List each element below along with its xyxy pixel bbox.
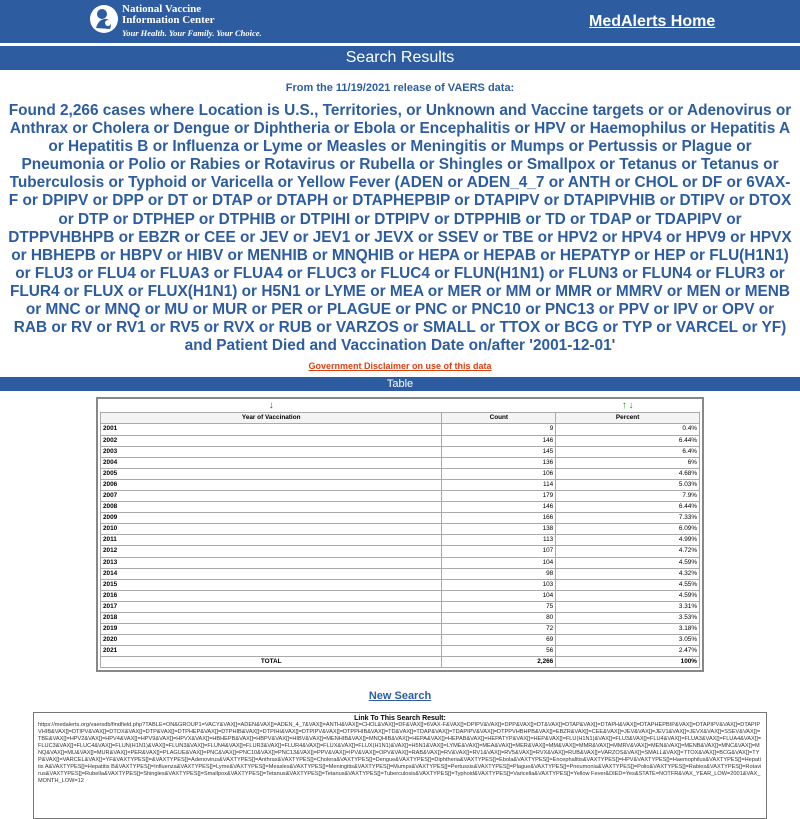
- row-year: 2004: [101, 457, 442, 468]
- row-count: 146: [442, 435, 556, 446]
- release-text: From the 11/19/2021 release of VAERS data:: [285, 82, 515, 94]
- row-year: 2018: [101, 613, 442, 624]
- row-percent: 4.99%: [556, 535, 700, 546]
- row-year: 2017: [101, 601, 442, 612]
- col-header-percent: Percent: [556, 413, 700, 424]
- row-percent: 6%: [556, 457, 700, 468]
- row-year: 2011: [101, 535, 442, 546]
- nvic-logo-icon[interactable]: [89, 2, 119, 40]
- row-count: 72: [442, 624, 556, 635]
- row-percent: 6.09%: [556, 524, 700, 535]
- row-count: 166: [442, 513, 556, 524]
- row-year: 2013: [101, 557, 442, 568]
- arrow-down-icon[interactable]: ↓: [268, 400, 274, 412]
- row-percent: 6.44%: [556, 502, 700, 513]
- row-percent: 4.55%: [556, 579, 700, 590]
- row-count: 114: [442, 479, 556, 490]
- row-year: 2008: [101, 502, 442, 513]
- table-row: [101, 601, 700, 612]
- table-row: [101, 646, 700, 657]
- row-percent: 4.72%: [556, 546, 700, 557]
- total-count: 2,266: [442, 657, 556, 668]
- row-count: 69: [442, 635, 556, 646]
- row-count: 107: [442, 546, 556, 557]
- search-result-url[interactable]: https://medalerts.org/vaersdb/findfield.php?TABLE=ON&GROUP1=VACY&VAX[]=ADEN&VAX[]=ADEN_4_7&VAX[]=ANTH&VAX[]=CHOL&VAX[]=DF&VAX[]=6VAX-F&VAX[]=DPIPV&VAX[]=DPP&VAX[]=DT&VAX[]=DTAP&VAX[]=DTAPH&VAX[]=DTAPHEPBIP&VAX[]=DTAPIPV&VAX[]=DTAPIPVHIB&VAX[]=DTIPV&VAX[]=DTOX&VAX[]=DTP&VAX[]=DTPHEP&VAX[]=DTPHIB&VAX[]=DTPIHI&VAX[]=DTPIPV&VAX[]=DTPPHIB&VAX[]=TD&VAX[]=TDAP&VAX[]=TDAPIPV&VAX[]=DTPPVHBHPB&VAX[]=EBZR&VAX[]=CEE&VAX[]=JEV&VAX[]=JEV1&VAX[]=JEVX&VAX[]=SSEV&VAX[]=TBE&VAX[]=HPV2&VAX[]=HPV4&VAX[]=HPV9&VAX[]=HPVX&VAX[]=HBHEPB&VAX[]=HBPV&VAX[]=HIBV&VAX[]=MENHIB&VAX[]=MNQHIB&VAX[]=HEPA&VAX[]=HEPAB&VAX[]=HEPATYP&VAX[]=HEP&VAX[]=FLU(H1N1)&VAX[]=FLU3&VAX[]=FLU4&VAX[]=FLUA3&VAX[]=FLUA4&VAX[]=FLUC3&VAX[]=FLUC4&VAX[]=FLUN(H1N1)&VAX[]=FLUN3&VAX[]=FLUN4&VAX[]=FLUR3&VAX[]=FLUR4&VAX[]=FLUX&VAX[]=FLUX(H1N1)&VAX[]=H5N1&VAX[]=LYME&VAX[]=MEA&VAX[]=MER&VAX[]=MM&VAX[]=MMR&VAX[]=MMRV&VAX[]=MEN&VAX[]=MENB&VAX[]=MNC&VAX[]=MNQ&VAX[]=MU&VAX[]=MUR&VAX[]=PER&VAX[]=PLAGUE&VAX[]=PNC&VAX[]=PNC10&VAX[]=PNC13&VAX[]=PPV&VAX[]=IPV&VAX[]=OPV&VAX[]=RAB&VAX[]=RV&VAX[]=RV1&VAX[]=RV5&VAX[]=RVX&VAX[]=RUB&VAX[]=VARZOS&VAX[]=SMALL&VAX[]=TTOX&VAX[]=BCG&VAX[]=TYP&VAX[]=VARCEL&VAX[]=YF&VAXTYPES[]=&VAXTYPES[]=Adenovirus&VAXTYPES[]=Anthrax&VAXTYPES[]=Cholera&VAXTYPES[]=Dengue&VAXTYPES[]=Diphtheria&VAXTYPES[]=Ebola&VAXTYPES[]=Encephalitis&VAXTYPES[]=HPV&VAXTYPES[]=Haemophilus&VAXTYPES[]=Hepatitis A&VAXTYPES[]=Hepatitis B&VAXTYPES[]=Influenza&VAXTYPES[]=Lyme&VAXTYPES[]=Measles&VAXTYPES[]=Meningitis&VAXTYPES[]=Mumps&VAXTYPES[]=Pertussis&VAXTYPES[]=Plague&VAXTYPES[]=Pneumonia&VAXTYPES[]=Polio&VAXTYPES[]=Rabies&VAXTYPES[]=Rotavirus&VAXTYPES[]=Rubella&VAXTYPES[]=Shingles&VAXTYPES[]=Smallpox&VAXTYPES[]=Tetanus&VAXTYPES[]=Tetanus&VAXTYPES[]=Tuberculosis&VAXTYPES[]=Typhoid&VAXTYPES[]=Varicella&VAXTYPES[]=Yellow Fever&DIED=Yes&STATE=NOTFR&VAX_YEAR_LOW=2001&VAX_MONTH_LOW=12: [38, 722, 762, 784]
- sort-percent-cell: [556, 401, 700, 413]
- row-percent: 7.9%: [556, 490, 700, 501]
- site-header: [0, 0, 800, 43]
- row-count: 75: [442, 601, 556, 612]
- table-row: [101, 590, 700, 601]
- row-year: 2021: [101, 646, 442, 657]
- table-row: [101, 546, 700, 557]
- row-year: 2010: [101, 524, 442, 535]
- table-row: [101, 535, 700, 546]
- table-total-row: [101, 657, 700, 668]
- row-year: 2007: [101, 490, 442, 501]
- row-percent: 6.4%: [556, 446, 700, 457]
- table-row: [101, 457, 700, 468]
- row-percent: 3.31%: [556, 601, 700, 612]
- table-row: [101, 513, 700, 524]
- row-percent: 0.4%: [556, 424, 700, 435]
- table-row: [101, 524, 700, 535]
- row-count: 145: [442, 446, 556, 457]
- row-percent: 7.33%: [556, 513, 700, 524]
- row-percent: 5.03%: [556, 479, 700, 490]
- row-count: 138: [442, 524, 556, 535]
- row-year: 2015: [101, 579, 442, 590]
- new-search-link[interactable]: New Search: [368, 690, 432, 703]
- site-logo-text[interactable]: [122, 4, 262, 39]
- new-search-container: [0, 686, 800, 704]
- arrow-down-icon[interactable]: ↓: [628, 400, 634, 412]
- total-label: TOTAL: [101, 657, 442, 668]
- row-count: 136: [442, 457, 556, 468]
- row-count: 113: [442, 535, 556, 546]
- row-year: 2012: [101, 546, 442, 557]
- sort-count-cell: [442, 401, 556, 413]
- government-disclaimer-link[interactable]: Government Disclaimer on use of this data: [308, 361, 492, 372]
- row-percent: 4.59%: [556, 557, 700, 568]
- table-row: [101, 490, 700, 501]
- table-row: [101, 468, 700, 479]
- row-percent: 4.32%: [556, 568, 700, 579]
- row-year: 2009: [101, 513, 442, 524]
- table-row: [101, 568, 700, 579]
- table-row: [101, 479, 700, 490]
- row-count: 104: [442, 557, 556, 568]
- row-percent: 3.05%: [556, 635, 700, 646]
- total-percent: 100%: [556, 657, 700, 668]
- logo-line2: Information Center: [122, 14, 215, 26]
- row-year: 2001: [101, 424, 442, 435]
- row-year: 2006: [101, 479, 442, 490]
- row-count: 103: [442, 579, 556, 590]
- logo-line1: National Vaccine: [122, 3, 202, 15]
- table-row: [101, 424, 700, 435]
- table-header-row: [101, 413, 700, 424]
- disclaimer-container: [0, 361, 800, 371]
- table-row: [101, 635, 700, 646]
- row-count: 179: [442, 490, 556, 501]
- arrow-up-icon[interactable]: ↑: [621, 400, 627, 412]
- table-row: [101, 446, 700, 457]
- results-table-container: [96, 397, 704, 672]
- row-count: 106: [442, 468, 556, 479]
- col-header-year: Year of Vaccination: [101, 413, 442, 424]
- table-row: [101, 624, 700, 635]
- table-row: [101, 613, 700, 624]
- row-count: 9: [442, 424, 556, 435]
- row-count: 80: [442, 613, 556, 624]
- link-box-title: Link To This Search Result:: [354, 715, 446, 723]
- results-table: [100, 401, 700, 668]
- table-row: [101, 435, 700, 446]
- col-header-count: Count: [442, 413, 556, 424]
- table-row: [101, 557, 700, 568]
- medalerts-home-link[interactable]: MedAlerts Home: [589, 13, 716, 30]
- row-count: 56: [442, 646, 556, 657]
- row-year: 2016: [101, 590, 442, 601]
- sort-year-cell: [101, 401, 442, 413]
- row-percent: 3.18%: [556, 624, 700, 635]
- row-count: 98: [442, 568, 556, 579]
- link-to-search-box: [33, 712, 767, 819]
- row-year: 2002: [101, 435, 442, 446]
- sort-arrows-row: [101, 401, 700, 413]
- row-percent: 4.68%: [556, 468, 700, 479]
- logo-tagline: Your Health. Your Family. Your Choice.: [122, 28, 262, 38]
- table-row: [101, 502, 700, 513]
- search-summary: Found 2,266 cases where Location is U.S., Territories, or Unknown and Vaccine targets or or Adenovirus or Anthrax or Cholera or Dengue or Diphtheria or Ebola or Encephalitis or HPV or Haemophilus or Hepatitis A or Hepatitis B or Influenza or Lyme or Measles or Meningitis or Mumps or Pertussis or Plague or Pneumonia or Polio or Rabies or Rotavirus or Rubella or Shingles or Smallpox or Tetanus or Tetanus or Tuberculosis or Typhoid or Varicella or Yellow Fever (ADEN or ADEN_4_7 or ANTH or CHOL or DF or 6VAX-F or DPIPV or DPP or DT or DTAP or DTAPH or DTAPHEPBIP or DTAPIPV or DTAPIPVHIB or DTIPV or DTOX or DTP or DTPHEP or DTPHIB or DTPIHI or DTPIPV or DTPPHIB or TD or TDAP or TDAPIPV or DTPPVHBHPB or EBZR or CEE or JEV or JEV1 or JEVX or SSEV or TBE or HPV2 or HPV4 or HPV9 or HPVX or HBHEPB or HBPV or HIBV or MENHIB or MNQHIB or HEPA or HEPAB or HEPATYP or HEP or FLU(H1N1) or FLU3 or FLU4 or FLUA3 or FLUA4 or FLUC3 or FLUC4 or FLUN(H1N1) or FLUN3 or FLUN4 or FLUR3 or FLUR4 or FLUX or FLUX(H1N1) or H5N1 or LYME or MEA or MER or MM or MMR or MMRV or MEN or MENB or MNC or MNQ or MU or MUR or PER or PLAGUE or PNC or PNC10 or PNC13 or PPV or IPV or OPV or RAB or RV or RV1 or RV5 or RVX or RUB or VARZOS or SMALL or TTOX or BCG or TYP or VARCEL or YF) and Patient Died and Vaccination Date on/after '2001-12-01': [8, 102, 792, 355]
- row-percent: 6.44%: [556, 435, 700, 446]
- table-section-bar: Table: [0, 377, 800, 391]
- row-year: 2005: [101, 468, 442, 479]
- table-row: [101, 579, 700, 590]
- row-year: 2014: [101, 568, 442, 579]
- row-count: 146: [442, 502, 556, 513]
- row-percent: 2.47%: [556, 646, 700, 657]
- row-year: 2003: [101, 446, 442, 457]
- row-year: 2020: [101, 635, 442, 646]
- table-body: [101, 424, 700, 657]
- search-results-bar: Search Results: [0, 46, 800, 70]
- row-year: 2019: [101, 624, 442, 635]
- row-percent: 4.59%: [556, 590, 700, 601]
- row-percent: 3.53%: [556, 613, 700, 624]
- row-count: 104: [442, 590, 556, 601]
